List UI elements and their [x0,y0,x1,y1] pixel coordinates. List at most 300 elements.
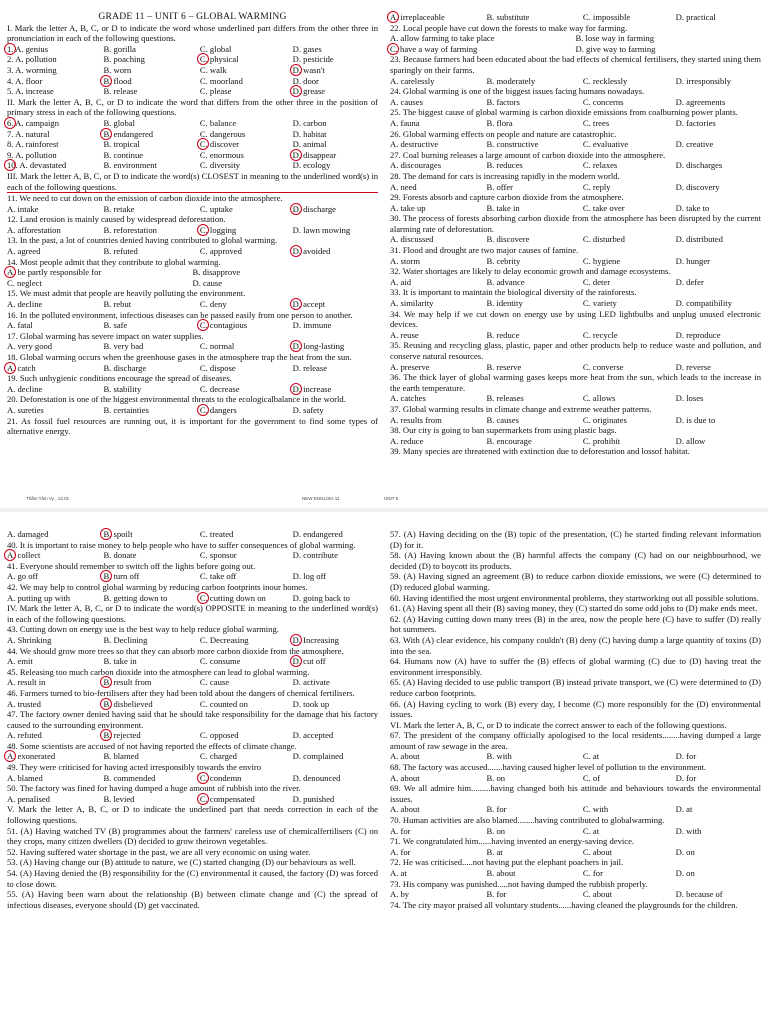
option-c[interactable]: C. about [582,846,613,857]
option-c[interactable]: C. global [199,43,232,54]
answer-options [390,76,761,87]
option-c[interactable]: C. cause [199,677,230,688]
option-a[interactable]: A. result in [7,677,46,688]
option-c[interactable]: C. disturbed [582,234,625,245]
option-c[interactable]: C. about [582,889,613,900]
option-d[interactable]: D. because of [675,889,723,900]
option-d[interactable]: D. loses [675,393,704,404]
option-a[interactable]: A. at [390,868,407,878]
option-d[interactable]: D. lawn mowing [292,224,351,235]
option-d[interactable]: D. accepted [292,730,334,741]
question-text: 42. We may help to control global warming by reducing carbon footprints inour homes. [7,581,308,592]
option-d[interactable]: D. Increasing [293,635,378,646]
option-a[interactable]: A. decline [7,383,43,394]
option-b[interactable]: B. Declining [103,634,148,645]
question-text: 38. Our city is going to ban supermarkets from using plastic bags. [390,425,617,436]
option-a[interactable]: A. catches [390,393,426,404]
option-a[interactable]: A. similarity [390,298,434,309]
option-c[interactable]: C. moorland [199,75,243,86]
option-b[interactable]: B. gorilla [103,43,136,54]
question-text: 20. Deforestation is one of the biggest environmental threats to the ecologicalbalance in the world. [7,394,346,405]
question-text: 66. (A) Having cycling to work (B) every day, I become (C) more responsibly for the (D) environmental issues. [390,698,761,720]
option-b[interactable]: B. getting down to [103,592,168,603]
option-b[interactable]: B. retake [103,203,135,214]
option-c[interactable]: C. Decreasing [199,634,249,645]
question-text: 22. Local people have cut down the forests to make way for farming. [390,22,628,33]
question-text: 27. Coal burning releases a large amount of carbon dioxide into the atmosphere. [390,149,666,160]
question-text: 69. We all admire him.........having changed both his attitude and behaviours towards the environmental issues. [390,783,761,804]
option-b[interactable]: B. disbelieved [103,699,199,710]
option-c[interactable]: C. recklessly [582,75,628,86]
option-b[interactable]: B. take in [486,202,520,213]
option-d[interactable]: D. reverse [675,361,711,372]
question-text: 68. The factory was accused.......having caused higher level of pollution to the environment. [390,762,707,773]
question-text: 32. Water shortages are likely to delay economic growth and damage ecosystems. [390,266,671,277]
question-text: 46. Farmers turned to bio-fertilisers after they had been told about the dangers of chemical fertilisers. [7,687,355,698]
option-d[interactable]: D. animal [292,139,327,150]
option-a[interactable]: A. carelessly [390,75,435,86]
option-a[interactable]: C. have a way of farming [390,44,576,55]
answer-options [7,699,378,710]
option-c[interactable]: C. dispose [199,362,236,373]
answer-options [7,76,378,87]
option-a[interactable]: A. go off [7,571,39,582]
option-a[interactable]: A. about [390,804,420,815]
option-a[interactable]: 5. A. increase [7,86,54,97]
option-b[interactable]: B. encourage [486,435,532,446]
option-d[interactable]: D. disappear [293,150,378,161]
option-b[interactable]: B. flood [103,76,199,87]
option-a[interactable]: A. causes [390,96,423,107]
option-a[interactable]: A. sureties [7,404,44,415]
option-a[interactable]: A. allow farming to take place [390,33,495,44]
option-b[interactable]: B. substitute [486,12,530,22]
option-d[interactable]: D. avoided [293,246,378,257]
answer-options [7,129,378,140]
answer-options [7,204,378,215]
option-b[interactable]: B. very bad [103,341,144,352]
option-a[interactable]: A. storm [390,255,421,266]
option-b[interactable]: B. for [486,804,507,815]
answer-options [7,246,378,257]
answer-options [390,44,761,55]
option-d[interactable]: D. contribute [292,550,339,561]
question-text: 44. We should grow more trees so that they can absorb more carbon dioxide from the atmosphere. [7,645,344,656]
option-a[interactable]: A. intake [7,203,39,214]
option-d[interactable]: D. factories [675,117,716,128]
option-b[interactable]: B. for [486,889,507,900]
option-d[interactable]: D. irresponsibly [675,75,732,86]
option-d[interactable]: D. long-lasting [293,341,378,352]
option-d[interactable]: D. at [675,804,693,815]
option-d[interactable]: D. wasn't [293,65,378,76]
option-c[interactable]: C. dangers [200,405,293,416]
answer-options [7,320,378,331]
page1-left-column [7,12,378,437]
question-text: 70. Human activities are also blamed........having contributed to globalwarming. [390,815,665,826]
option-b[interactable]: B. discovere [486,234,530,245]
option-d[interactable]: D. ecology [292,160,331,171]
option-d[interactable]: D. cut off [293,656,378,667]
option-c[interactable]: C. converse [582,361,624,372]
option-b[interactable]: B. reduces [486,160,523,171]
option-b[interactable]: B. at [486,846,503,857]
option-a[interactable]: A. discussed [390,234,434,245]
option-a[interactable]: A. fatal [7,320,33,331]
option-c[interactable]: C. at [582,751,600,762]
option-a[interactable]: A. destructive [390,139,439,150]
option-c[interactable]: C. uptake [199,203,233,214]
option-b[interactable]: B. global [103,117,135,128]
option-a[interactable]: A. collect [7,550,103,561]
option-c[interactable]: C. normal [199,341,235,352]
option-d[interactable]: D. punished [292,793,335,804]
option-d[interactable]: D. on [675,846,695,857]
option-c[interactable]: C. hygiene [582,255,621,266]
option-a[interactable]: A. exonerated [7,751,103,762]
answer-options [7,405,378,416]
option-b[interactable]: B. environment [103,160,157,171]
option-c[interactable]: C. deny [199,299,227,310]
question-text: 39. Many species are threatened with extinction due to deforestation and lossof habitat. [390,446,690,457]
option-d[interactable]: D. denounced [292,772,341,783]
option-a[interactable]: A. decline [7,299,43,310]
option-c[interactable]: C. logging [200,225,293,236]
option-d[interactable]: D. increase [293,384,378,395]
option-a[interactable]: 8. A. rainforest [7,139,59,150]
option-d[interactable]: D. creative [675,139,714,150]
option-c[interactable]: C. with [582,804,609,815]
question-text: 57. (A) Having deciding on the (B) topic of the presentation, (C) he started finding relevant information (D) for it. [390,529,761,550]
answer-options [390,773,761,784]
option-c[interactable]: C. consume [199,656,241,667]
option-b[interactable]: B. donate [103,550,137,561]
footer-book: NEW ENGLISH 11 [302,496,340,501]
option-d[interactable]: D. immune [292,320,332,331]
option-b[interactable]: B. discharge [103,362,147,373]
option-c[interactable]: C. balance [199,117,237,128]
option-b[interactable]: B. disapprove [192,267,241,278]
option-a[interactable]: A. by [390,889,410,900]
option-c[interactable]: C. please [199,86,232,97]
option-b[interactable]: B. about [486,868,516,878]
option-d[interactable]: D. endangered [292,529,343,539]
option-a[interactable]: A. for [390,846,411,857]
option-d[interactable]: D. took up [292,698,330,709]
answer-options [390,277,761,288]
option-b[interactable]: B. reduce [486,329,520,340]
option-b[interactable]: B. rejected [103,730,199,741]
option-c[interactable]: C. diversity [199,160,241,171]
option-a[interactable]: A. discourages [390,160,442,171]
option-c[interactable]: C. reply [582,181,611,192]
option-b[interactable]: B. on [486,825,506,836]
option-d[interactable]: D. discovery [675,181,720,192]
option-a[interactable]: A. for [390,825,411,836]
answer-options [7,363,378,374]
question-text: IV. Mark the letter A, B, C, or D to indicate the word(s) OPPOSITE in meaning to the underlined word(s) in each of the following questions. [7,603,378,624]
option-c[interactable]: C. for [582,868,603,878]
answer-options [390,889,761,900]
option-b[interactable]: B. identity [486,298,523,309]
answer-options [7,139,378,150]
option-c[interactable]: C. decrease [199,383,240,394]
option-a[interactable]: A. putting up with [7,592,71,603]
answer-options [7,794,378,805]
option-a[interactable]: A. very good [7,341,53,352]
option-c[interactable]: C. impossible [582,12,631,22]
option-c[interactable]: C. evaluative [582,139,629,150]
option-c[interactable]: C. discover [200,139,293,150]
option-d[interactable]: D. for [675,772,697,783]
option-b[interactable]: B. reserve [486,361,522,372]
option-d[interactable]: D. habitat [292,128,327,139]
option-d[interactable]: D. for [675,751,697,762]
option-a[interactable]: A. catch [7,363,103,374]
option-a[interactable]: A. Shrinking [7,634,52,645]
question-text: 29. Forests absorb and capture carbon dioxide from the atmosphere. [390,192,624,203]
question-text: 67. The president of the company officially apologised to the local residents........having dumped a large amount of raw sewage in the area. [390,730,761,751]
option-d[interactable]: D. discharges [675,160,723,171]
option-b[interactable]: D. cause [192,277,223,288]
option-c[interactable]: C. condemn [200,773,293,784]
answer-options [7,65,378,76]
question-text: 59. (A) Having signed an agreement (B) to reduce carbon dioxide emissions, we were (C) determined to (D) reduced global warming. [390,571,761,592]
option-a[interactable]: A. about [390,772,420,783]
option-b[interactable]: B. take in [103,656,137,667]
question-text: 73. His company was punished.....not having dumped the rubbish properly. [390,878,648,889]
option-b[interactable]: B. constructive [486,139,539,150]
option-a[interactable]: A. blamed [7,772,43,783]
option-d[interactable]: D. practical [675,12,716,22]
question-text: 13. In the past, a lot of countries denied having contributed to global warming. [7,235,278,246]
option-b[interactable]: B. result from [103,677,199,688]
option-b[interactable]: B. commended [103,772,156,783]
answer-options [7,44,378,55]
option-a[interactable]: A. afforestation [7,224,61,235]
option-b[interactable]: B. stability [103,383,142,394]
option-c[interactable]: C. prohibit [582,435,621,446]
option-d[interactable]: D. with [675,825,702,836]
question-text: 53. (A) Having change our (B) attitude to nature, we (C) started changing (D) our behaviours as well. [7,857,356,868]
option-c[interactable]: C. take over [582,202,625,213]
option-a[interactable]: A. refuted [7,730,42,741]
question-text: 72. He was criticised.....not having put the elephant poachers in jail. [390,857,624,868]
option-a[interactable]: 1. A. genius [7,44,103,55]
question-text: V. Mark the letter A, B, C, or D to indicate the underlined part that needs correction in each of the following questions. [7,804,378,826]
option-d[interactable]: D. reproduce [675,329,721,340]
option-a[interactable]: 4. A. floor [7,75,43,86]
answer-options [7,150,378,161]
option-c[interactable]: C. concerns [582,96,624,107]
option-c[interactable]: C. take off [199,571,237,582]
option-c[interactable]: C. of [582,772,601,783]
option-c[interactable]: C. originates [582,414,627,425]
option-b[interactable]: B. rebut [103,299,132,310]
answer-options [7,278,378,289]
option-b[interactable]: B. release [103,86,138,97]
answer-options [390,751,761,762]
option-c[interactable]: C. cutting down on [200,593,293,604]
option-a[interactable]: A. need [390,181,417,192]
option-a[interactable]: 2. A. pollution [7,54,57,65]
question-text: 15. We must admit that people are heavily polluting the environment. [7,288,246,299]
option-a[interactable]: A. penalised [7,793,50,804]
option-d[interactable]: D. carbon [292,117,327,128]
option-b[interactable]: B. moderately [486,75,536,86]
answer-options [390,139,761,150]
option-d[interactable]: D. hunger [675,255,711,266]
option-a[interactable]: A. aid [390,276,412,287]
question-text: 34. We may help if we cut down on energy use by using LED lightbulbs and unplug unused electronic devices. [390,308,761,330]
option-d[interactable]: D. defer [675,276,704,287]
option-a[interactable]: 3. A. worming [7,64,57,75]
page1-right-column [390,12,761,457]
question-text: 18. Global warming occurs when the greenhouse gases in the atmosphere trap the heat from the sun. [7,352,352,362]
option-b[interactable]: B. lose way in farming [575,33,655,44]
option-b[interactable]: B. offer [486,181,514,192]
option-a[interactable]: A. reuse [390,329,419,340]
option-b[interactable]: B. flora [486,117,513,128]
option-d[interactable]: D. accept [293,299,378,310]
answer-options [7,593,378,604]
option-a[interactable]: A. fauna [390,117,420,128]
option-c[interactable]: C. relaxes [582,160,618,171]
option-b[interactable]: B. advance [486,276,525,287]
option-b[interactable]: B. worn [103,64,132,75]
option-c[interactable]: C. treated [199,529,234,539]
option-c[interactable]: C. opposed [199,730,239,741]
option-c[interactable]: C. compensated [200,794,293,805]
answer-options [7,635,378,646]
option-a[interactable]: 7. A. natural [7,128,50,139]
option-c[interactable]: C. physical [200,54,293,65]
option-a[interactable]: A. agreed [7,246,41,257]
question-text: 48. Some scientists are accused of not having reported the effects of climate change. [7,740,297,751]
option-a[interactable]: A. irreplaceable [390,12,486,23]
question-text: 17. Global warming has severe impact on water supplies. [7,330,204,341]
option-b[interactable]: B. poaching [103,54,145,65]
option-b[interactable]: B. reforestation [103,224,157,235]
option-a[interactable]: 6. A. campaign [7,118,103,129]
option-c[interactable]: C. deter [582,276,611,287]
option-d[interactable]: D. safety [292,404,324,415]
option-d[interactable]: D. gases [292,43,322,54]
option-a[interactable]: 9. A. pollution [7,149,57,160]
option-a[interactable]: A. trusted [7,698,41,709]
answer-options [7,751,378,762]
option-d[interactable]: D. release [292,362,328,373]
option-c[interactable]: C. trees [582,117,610,128]
option-c[interactable]: C. counted on [199,698,248,709]
option-b[interactable]: B. factors [486,96,520,107]
option-d[interactable]: D. door [292,75,319,86]
option-b[interactable]: B. refuted [103,246,138,257]
option-a[interactable]: A. reduce [390,435,424,446]
option-b[interactable]: B. blamed [103,751,139,762]
option-d[interactable]: D. agreements [675,96,726,107]
option-b[interactable]: B. releases [486,393,524,404]
option-d[interactable]: D. compatibility [675,298,732,309]
question-text: 52. Having suffered water shortage in the past, we are all very economic on using water. [7,846,311,857]
option-a[interactable]: A. take up [390,202,426,213]
option-b[interactable]: B. continue [103,149,144,160]
option-d[interactable]: D. grease [293,86,378,97]
option-d[interactable]: D. take to [675,202,710,213]
option-b[interactable]: B. endangered [103,129,199,140]
option-a[interactable]: C. neglect [7,277,42,288]
option-a[interactable]: A. results from [390,414,442,425]
option-c[interactable]: C. contagious [200,320,293,331]
option-d[interactable]: D. going back to [292,592,350,603]
question-text: 28. The demand for cars is increasing rapidly in the modern world. [390,170,620,181]
option-d[interactable]: D. activate [292,677,330,688]
option-c[interactable]: C. charged [199,751,237,762]
option-c[interactable]: C. sponsor [199,550,237,561]
footer-author: Thầm Tâm Vy , 13.01 [26,496,70,501]
option-d[interactable]: D. complained [292,751,344,762]
answer-options [390,118,761,129]
option-a[interactable]: A. be partly responsible for [7,267,193,278]
question-text: 23. Because farmers had been educated about the bad effects of chemical fertilisers, they started using them sparingly on their farms. [390,54,761,75]
question-text: 31. Flood and drought are two major causes of famine. [390,245,579,256]
question-text: 63. With (A) clear evidence, his company couldn't (B) deny (C) having dump a large quantity of toxins (D) into the sea. [390,634,761,656]
option-c[interactable]: C. recycle [582,329,618,340]
option-b[interactable]: B. levied [103,793,135,804]
option-d[interactable]: D. distributed [675,234,723,245]
option-a[interactable]: A. about [390,751,420,762]
option-c[interactable]: C. dangerous [199,128,246,139]
option-d[interactable]: D. pesticide [292,54,334,65]
option-d[interactable]: D. on [675,868,695,878]
option-b[interactable]: B. turn off [103,571,199,582]
option-a[interactable]: A. emit [7,656,33,667]
answer-options [390,393,761,404]
answer-options [390,298,761,309]
question-text: 54. (A) Having denied the (B) responsibility for the (C) environmental it caused, the factory (D) was forced to close down. [7,868,378,889]
option-c[interactable]: C. walk [199,64,227,75]
answer-options [390,234,761,245]
option-b[interactable]: D. give way to farming [575,43,656,54]
option-c[interactable]: C. allows [582,393,616,404]
question-text: 35. Reusing and recycling glass, plastic, paper and other products help to reduce waste and pollution, and conserve natural resources. [390,340,761,361]
question-text: 55. (A) Having been warn about the relationship (B) between climate change and (C) the spread of infectious diseases, everyone should (D) get vaccinated. [7,889,378,910]
option-b[interactable]: B. with [486,751,512,762]
option-a[interactable]: 10. A. devastated [7,160,103,171]
option-d[interactable]: D. log off [292,571,327,582]
option-b[interactable]: B. cebrity [486,255,521,266]
option-b[interactable]: B. safe [103,320,128,331]
option-d[interactable]: D. allow [675,435,706,446]
option-c[interactable]: C. variety [582,298,617,309]
option-b[interactable]: B. on [486,772,506,783]
answer-options [390,804,761,815]
option-d[interactable]: D. discharge [293,204,378,215]
question-text: 62. (A) Having cutting down many trees (B) in the area, now the people here (C) have to suffer (D) really hot summers. [390,613,761,635]
option-c[interactable]: C. at [582,825,600,836]
option-c[interactable]: C. approved [199,246,242,257]
question-text: 58. (A) Having known about the (B) harmful affects the company (C) had on our neighbourhood, we decided (D) to boycott its products. [390,550,761,571]
option-b[interactable]: B. causes [486,414,519,425]
option-a[interactable]: A. damaged [7,529,49,539]
option-a[interactable]: A. preserve [390,361,430,372]
question-text: III. Mark the letter A, B, C, or D to indicate the word(s) CLOSEST in meaning to the underlined word(s) in each of the following questions. [7,170,378,192]
option-d[interactable]: D. is due to [675,414,716,425]
option-b[interactable]: B. spoilt [103,529,199,540]
option-b[interactable]: B. tropical [103,139,140,150]
option-c[interactable]: C. enormous [199,149,244,160]
option-b[interactable]: B. certainties [103,404,149,415]
